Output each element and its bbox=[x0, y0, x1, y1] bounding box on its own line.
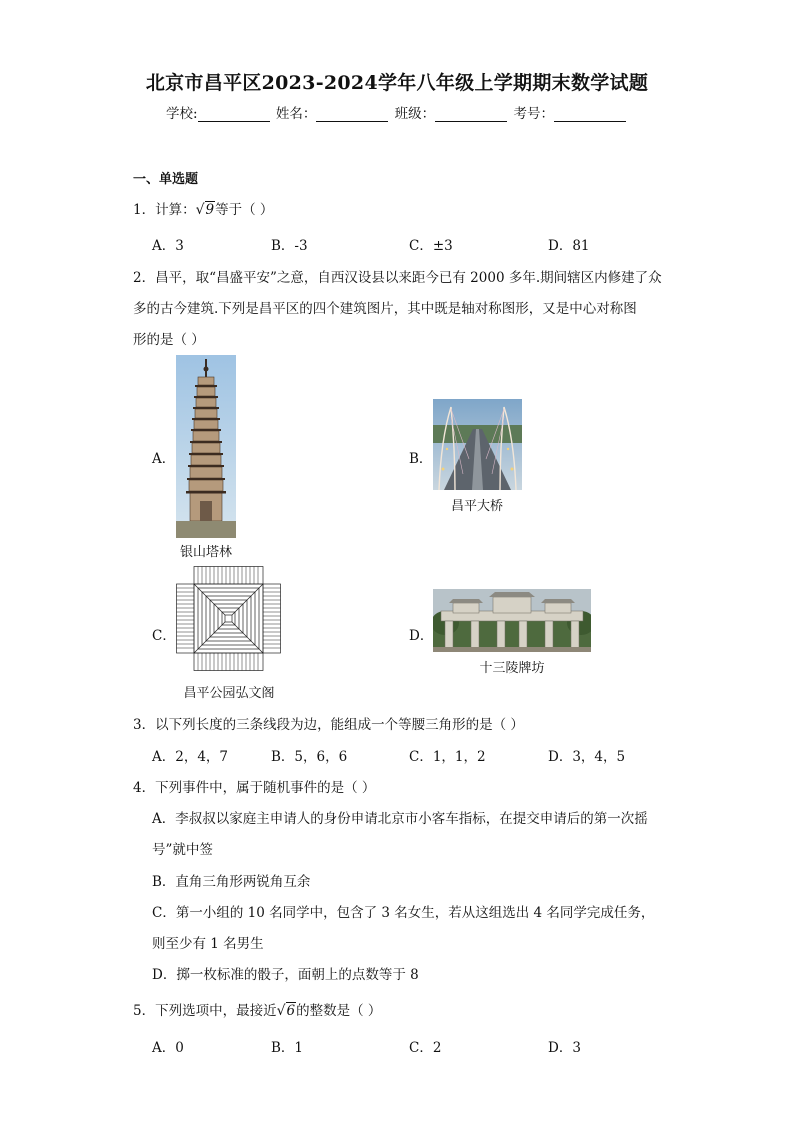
q4-option-c-line-2: 则至少有 1 名男生 bbox=[152, 936, 264, 952]
q3-option-d: D．3，4，5 bbox=[548, 749, 626, 765]
q1-option-a: A．3 bbox=[152, 238, 184, 254]
class-label: 班级： bbox=[394, 106, 436, 122]
q3-option-a: A．2，4，7 bbox=[152, 749, 229, 765]
q2-label-c: C． bbox=[152, 628, 176, 644]
question-5 bbox=[133, 999, 381, 1019]
q3-option-c: C．1，1，2 bbox=[409, 749, 486, 765]
q2-line-2: 多的古今建筑.下列是昌平区的四个建筑图片，其中既是轴对称图形，又是中心对称图 bbox=[133, 301, 637, 317]
q5-option-c: C．2 bbox=[409, 1040, 442, 1056]
q2-caption-c: 昌平公园弘文阁 bbox=[183, 686, 275, 701]
question-1 bbox=[133, 198, 273, 218]
q4-option-a-line-1: A．李叔叔以家庭主申请人的身份申请北京市小客车指标，在提交申请后的第一次摇 bbox=[152, 811, 648, 827]
q1-prefix: 1．计算： bbox=[133, 202, 196, 218]
q3-option-b: B．5，6，6 bbox=[271, 749, 348, 765]
q2-line-1: 2．昌平，取“昌盛平安”之意，自西汉设县以来距今已有 2000 多年.期间辖区内修建了众 bbox=[133, 270, 662, 286]
q1-suffix: 等于（ ） bbox=[215, 202, 274, 218]
archway-image bbox=[433, 589, 591, 652]
exam-number-label: 考号： bbox=[513, 106, 554, 122]
page-title: 北京市昌平区2023-2024学年八年级上学期期末数学试题 bbox=[145, 72, 649, 94]
student-info-row bbox=[0, 102, 794, 122]
q2-label-b: B． bbox=[409, 451, 433, 467]
q1-option-c: C．±3 bbox=[409, 238, 453, 254]
q5-option-a: A．0 bbox=[152, 1040, 184, 1056]
sqrt-symbol: √9 bbox=[195, 202, 215, 218]
pagoda-image bbox=[176, 355, 236, 538]
q4-option-a-line-2: 号”就中签 bbox=[152, 842, 213, 858]
exam-number-blank bbox=[554, 107, 626, 122]
name-blank bbox=[316, 107, 388, 122]
q5-prefix: 5．下列选项中，最接近 bbox=[133, 1003, 277, 1019]
q1-option-b: B．-3 bbox=[271, 238, 308, 254]
q5-option-b: B．1 bbox=[271, 1040, 304, 1056]
q2-caption-d: 十三陵牌坊 bbox=[479, 661, 545, 676]
name-label: 姓名： bbox=[275, 106, 317, 122]
q4-option-d: D．掷一枚标准的骰子，面朝上的点数等于 8 bbox=[152, 967, 419, 983]
q2-caption-b: 昌平大桥 bbox=[450, 499, 503, 514]
class-blank bbox=[435, 107, 507, 122]
sqrt-symbol: √6 bbox=[276, 1003, 296, 1019]
q5-radicand: 6 bbox=[286, 1003, 296, 1019]
q1-radicand: 9 bbox=[205, 202, 215, 218]
q2-label-a: A． bbox=[152, 451, 176, 467]
q1-option-d: D．81 bbox=[548, 238, 590, 254]
q4-option-c-line-1: C．第一小组的 10 名同学中，包含了 3 名女生，若从这组选出 4 名同学完成任务， bbox=[152, 905, 655, 921]
q2-caption-a: 银山塔林 bbox=[179, 545, 232, 560]
q2-line-3: 形的是（ ） bbox=[133, 332, 205, 348]
q4-stem: 4．下列事件中，属于随机事件的是（ ） bbox=[133, 780, 376, 796]
bridge-image bbox=[433, 399, 522, 490]
q4-option-b: B．直角三角形两锐角互余 bbox=[152, 874, 311, 890]
school-label: 学校: bbox=[166, 106, 198, 122]
q5-suffix: 的整数是（ ） bbox=[296, 1003, 382, 1019]
q5-option-d: D．3 bbox=[548, 1040, 581, 1056]
section-heading: 一、单选题 bbox=[133, 172, 199, 187]
school-blank bbox=[198, 107, 270, 122]
q3-stem: 3．以下列长度的三条线段为边，能组成一个等腰三角形的是（ ） bbox=[133, 717, 524, 733]
pavilion-image bbox=[176, 566, 281, 671]
q2-label-d: D． bbox=[409, 628, 434, 644]
